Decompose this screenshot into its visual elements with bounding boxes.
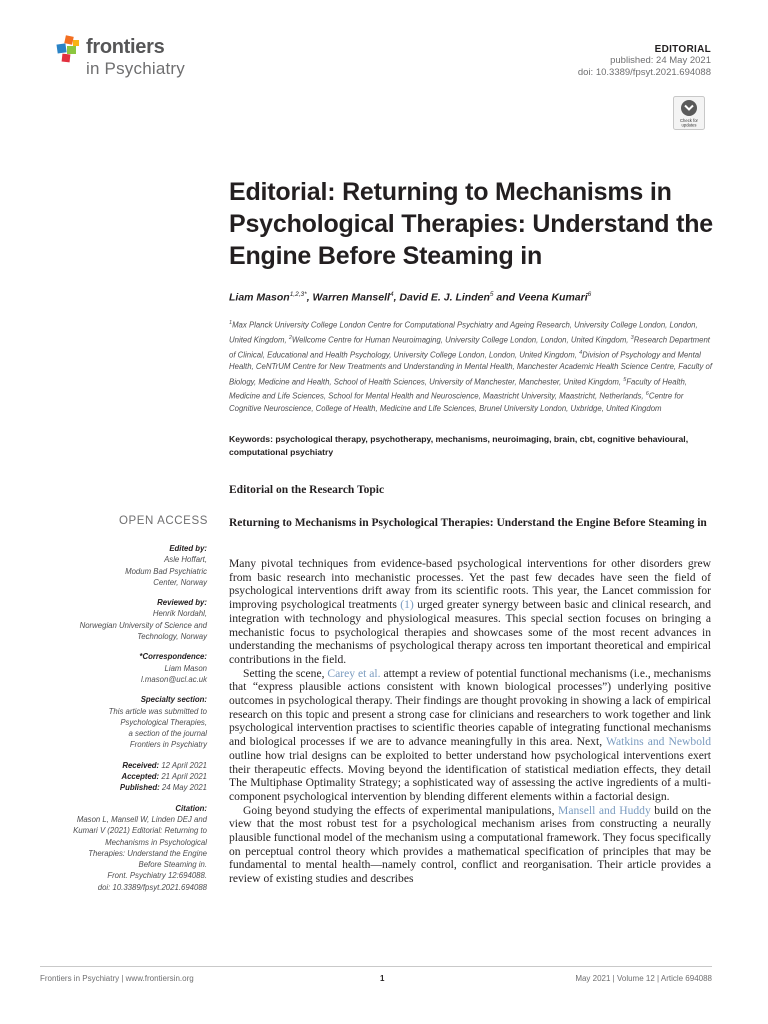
reviewer-line: Technology, Norway	[137, 632, 207, 642]
specialty-label: Specialty section:	[140, 695, 207, 705]
article-doi[interactable]: doi: 10.3389/fpsyt.2021.694088	[577, 66, 711, 78]
crossmark-label-1: Check for	[680, 118, 698, 123]
keywords	[229, 433, 717, 459]
correspondence-label: *Correspondence:	[139, 652, 207, 662]
research-topic-title[interactable]: Returning to Mechanisms in Psychological Therapies: Understand the Engine Before Steaming in	[229, 517, 707, 529]
published-date: published: 24 May 2021	[610, 55, 711, 66]
footer-issue-info: May 2021 | Volume 12 | Article 694088	[575, 974, 712, 983]
author-separator: ,	[393, 291, 400, 304]
crossmark-label-2: updates	[681, 122, 697, 128]
affiliation-text: Centre for Cognitive Neuroscience, College of Health, Medicine and Life Sciences, Brunel University London, Uxbridge, United Kingdom	[229, 391, 684, 414]
author-affiliation-marker: 4	[389, 291, 394, 298]
citation-line: Before Steaming in.	[138, 860, 207, 870]
reviewed-by-label: Reviewed by:	[157, 598, 207, 608]
page-number: 1	[380, 974, 385, 983]
specialty-block	[40, 694, 207, 750]
reviewer-line: Norwegian University of Science and	[79, 620, 207, 630]
specialty-line: This article was submitted to	[108, 706, 207, 716]
citation-link[interactable]: Watkins and Newbold	[605, 735, 712, 749]
keywords-label: Keywords:	[229, 434, 273, 444]
open-access-label: OPEN ACCESS	[118, 515, 208, 527]
author-affiliation-marker: 5	[489, 291, 494, 298]
body-text: urged greater synergy between basic and clinical research, and integration with technology and physiological measures. This special section focuses on bringing a mechanistic focus to psychological therapies and showcases some of the most recent advances in understanding the mechanisms of psychological therapy across ten important theoretical and empirical contributions in the field.	[229, 598, 711, 666]
editor-line: Modum Bad Psychiatric	[125, 566, 207, 576]
specialty-line: Psychological Therapies,	[120, 717, 207, 727]
citation-link[interactable]: Carey et al.	[327, 666, 381, 680]
affiliation-number: 6	[645, 391, 649, 398]
body-text: Many pivotal techniques from evidence-based psychological interventions for other disorders grew from basic research into mechanistic processes. Yet the past few decades have seen the field of psychological interventions drift away from its scientific roots. This year, the Lancet commission for improving psychological treatments	[229, 557, 711, 612]
affiliation-text: Research Department of Clinical, Educational and Health Psychology, University College London, London, United Kingdom,	[229, 335, 710, 360]
author-separator: and	[493, 291, 518, 304]
article-title: Editorial: Returning to Mechanisms in Psychological Therapies: Understand the Engine Before Steaming in	[229, 178, 713, 270]
author-name[interactable]: Veena Kumari	[518, 291, 588, 304]
correspondence-email[interactable]: l.mason@ucl.ac.uk	[141, 674, 207, 684]
accepted-value: 21 April 2021	[161, 772, 207, 782]
affiliation-number: 5	[623, 376, 627, 383]
author-name[interactable]: David E. J. Linden	[399, 291, 490, 304]
body-paragraph	[229, 804, 711, 886]
reviewer-line: Henrik Nordahl,	[152, 609, 207, 619]
article-sidebar	[40, 543, 207, 902]
accepted-label: Accepted:	[121, 772, 160, 782]
correspondence-name: Liam Mason	[164, 663, 207, 673]
editor-line: Asle Hoffart,	[164, 555, 207, 565]
received-date	[40, 760, 207, 771]
specialty-line: a section of the journal	[128, 729, 207, 739]
footer-divider	[40, 966, 712, 967]
edited-by-label: Edited by:	[169, 544, 207, 553]
author-separator: ,	[306, 291, 313, 304]
published-label: Published:	[119, 783, 160, 793]
citation-line: Therapies: Understand the Engine	[88, 848, 207, 858]
journal-brand-subtitle: in Psychiatry	[86, 59, 185, 78]
author-list	[229, 291, 719, 304]
citation-link[interactable]: Mansell and Huddy	[558, 803, 651, 817]
author-affiliation-marker: 1,2,3*	[289, 291, 307, 298]
author-name[interactable]: Liam Mason	[229, 291, 290, 304]
citation-doi[interactable]: doi: 10.3389/fpsyt.2021.694088	[97, 882, 207, 892]
affiliations	[229, 317, 717, 415]
article-type: EDITORIAL	[654, 44, 711, 55]
published-value: 24 May 2021	[161, 783, 207, 793]
received-label: Received:	[122, 760, 160, 770]
citation-link[interactable]: (1)	[400, 598, 414, 612]
affiliation-text: Wellcome Centre for Human Neuroimaging, University College London, London, United Kingdom,	[291, 335, 631, 345]
body-paragraph	[229, 667, 711, 804]
edited-by-block	[40, 543, 207, 588]
article-body	[229, 557, 711, 886]
article-meta	[578, 44, 711, 78]
body-text: attempt a review of potential functional mechanisms (i.e., mechanisms that “express plausible actions consistent with known biological processes”) underlying positive outcomes in psychological therapy. Their findings are thought provoking in showing a lack of empirical research on this topic and present a strong case for clinicians and researchers to work together and link psychological intervention practises to scientific theories capable of integrating functional mechanisms and biological processes if we are to advance meaningfully in this area. Next,	[229, 666, 711, 749]
affiliation-number: 1	[229, 320, 233, 326]
dates-block	[40, 760, 207, 794]
published-sidebar-date	[40, 782, 207, 793]
affiliation-number: 3	[630, 334, 634, 341]
specialty-line: Frontiers in Psychiatry	[129, 740, 207, 750]
citation-block	[40, 803, 207, 893]
citation-line: Front. Psychiatry 12:694088.	[107, 871, 207, 881]
citation-line: Mason L, Mansell W, Linden DEJ and	[76, 814, 207, 824]
affiliation-number: 2	[288, 334, 292, 341]
body-text: outline how trial designs can be exploited to better understand how psychological interventions exert their therapeutic effects. Moving beyond the identification of statistical mediation effects, they detail The Multiphase Optimality Strategy; a sophisticated way of assessing the active ingredients of a multi-component psychological intervention by blending different elements within a factorial design.	[229, 748, 711, 803]
author-affiliation-marker: 6	[587, 291, 592, 298]
check-for-updates-icon[interactable]	[673, 96, 705, 130]
citation-line: Mechanisms in Psychological	[105, 837, 207, 847]
journal-logo[interactable]	[56, 33, 246, 83]
correspondence-block	[40, 651, 207, 685]
body-text: build on the view that the most robust test for a psychological mechanism arises from constructing a neurally plausible functional model of the mechanism using a computational framework. They focus specifically on perceptual control theory which provides a mathematical specification of principles that may be fundamental to mental health—namely control, conflict and reorganisation. Their article provides a review of existing studies and describes	[229, 803, 711, 886]
body-text: Setting the scene,	[243, 666, 328, 680]
reviewed-by-block	[40, 597, 207, 642]
accepted-date	[40, 771, 207, 782]
affiliation-text: Max Planck University College London Centre for Computational Psychiatry and Ageing Research, University College London, London, United Kingdom,	[229, 320, 698, 345]
affiliation-number: 4	[579, 349, 583, 356]
section-heading: Editorial on the Research Topic	[229, 484, 385, 496]
footer-journal-link[interactable]: Frontiers in Psychiatry | www.frontiersin.org	[40, 974, 194, 983]
body-text: Going beyond studying the effects of experimental manipulations,	[243, 803, 559, 817]
body-paragraph	[229, 557, 711, 667]
frontiers-logo-icon	[56, 35, 82, 63]
journal-brand-name: frontiers	[86, 36, 165, 58]
author-name[interactable]: Warren Mansell	[312, 291, 390, 304]
editor-line: Center, Norway	[153, 577, 207, 587]
affiliation-text: Faculty of Health, Medicine and Life Sciences, School for Mental Health and Neuroscience, Maastricht University, Maastricht, Netherlands,	[229, 377, 687, 401]
citation-line: Kumari V (2021) Editorial: Returning to	[73, 826, 207, 836]
received-value: 12 April 2021	[161, 760, 207, 770]
affiliation-text: Division of Psychology and Mental Health, CeNTrUM Centre for New Treatments and Understanding in Mental Health, Manchester Academic Health Science Centre, Faculty of Biology, Medicine and Health, School of Health Sciences, University of Manchester, Manchester, United Kingdom,	[229, 350, 713, 387]
keywords-text: psychological therapy, psychotherapy, mechanisms, neuroimaging, brain, cbt, cognitive behavioural, computational psychiatry	[229, 434, 689, 457]
citation-label: Citation:	[175, 803, 207, 813]
